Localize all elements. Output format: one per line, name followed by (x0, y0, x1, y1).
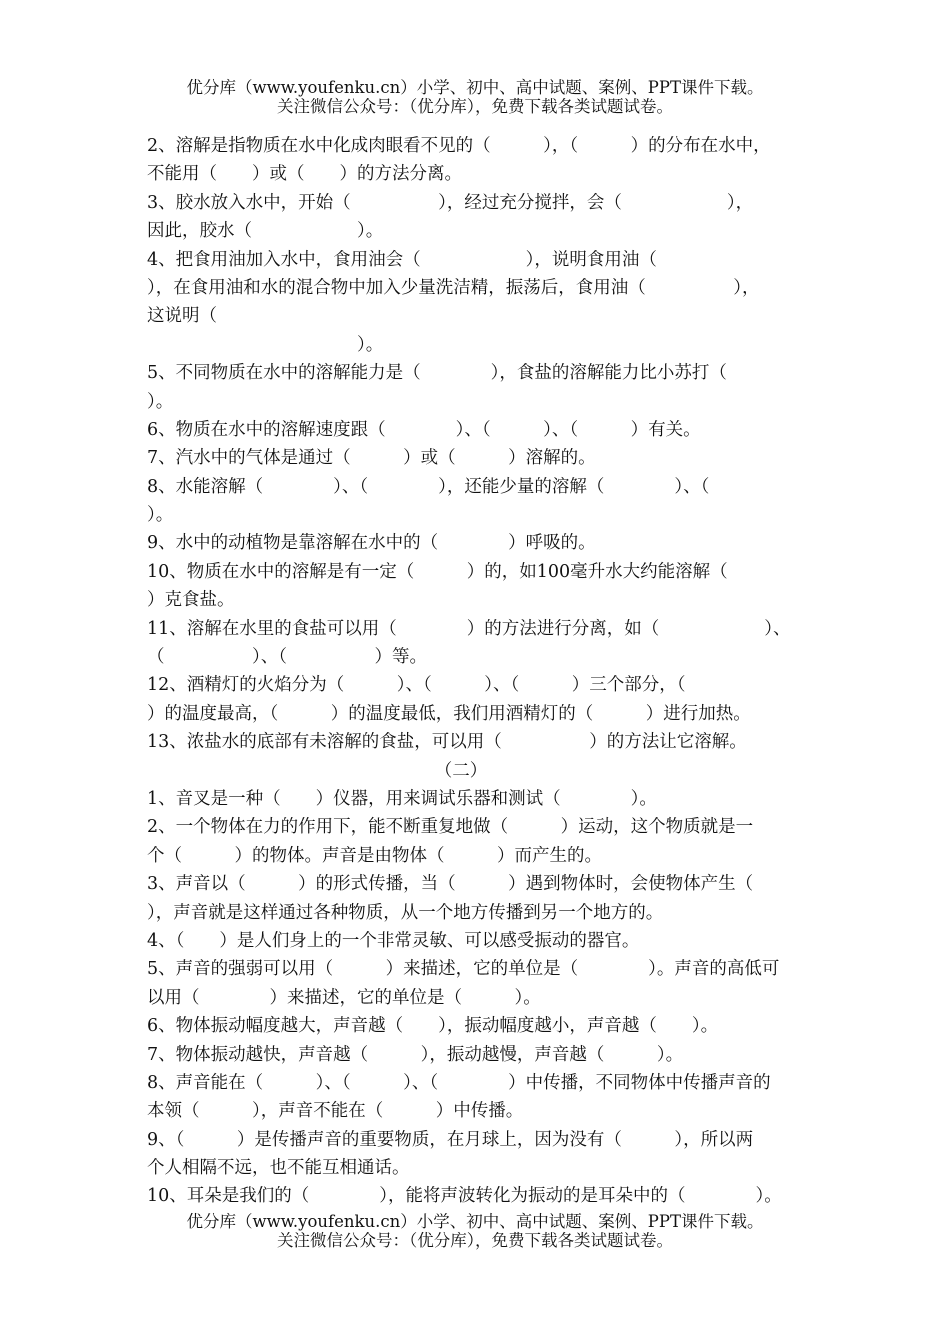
text-line: 7、物体振动越快，声音越（ ），振动越慢，声音越（ ）。 (147, 1044, 684, 1065)
text-line: 5、声音的强弱可以用（ ）来描述，它的单位是（ ）。声音的高低可 (147, 959, 780, 980)
text-line: 2、一个物体在力的作用下，能不断重复地做（ ）运动，这个物质就是一 (147, 817, 754, 838)
text-line: ），声音就是这样通过各种物质，从一个地方传播到另一个地方的。 (147, 902, 664, 923)
text-line: ）。 (147, 391, 174, 412)
header-line-2: 关注微信公众号：（优分库），免费下载各类试题试卷。 (277, 97, 673, 116)
text-line: 2、溶解是指物质在水中化成肉眼看不见的（ ），（ ）的分布在水中， (147, 136, 771, 156)
text-line: 以用（ ）来描述，它的单位是（ ）。 (147, 987, 541, 1008)
text-line: ）的温度最高，（ ）的温度最低，我们用酒精灯的（ ）进行加热。 (147, 703, 751, 724)
text-line: 个人相隔不远，也不能互相通话。 (147, 1158, 410, 1179)
footer-line-2: 关注微信公众号：（优分库），免费下载各类试题试卷。 (277, 1231, 673, 1250)
footer-line-1: 优分库（www.youfenku.cn）小学、初中、高中试题、案例、PPT课件下载。 (186, 1212, 764, 1231)
text-line: 10、耳朵是我们的（ ），能将声波转化为振动的是耳朵中的（ ）。 (147, 1186, 782, 1207)
worksheet-body (147, 132, 815, 1211)
section-heading: （二） (434, 760, 488, 781)
text-line: （ ）、（ ）等。 (147, 647, 427, 668)
text-line: ）。 (147, 334, 384, 355)
text-line: 因此，胶水（ ）。 (147, 221, 384, 242)
text-line: 8、声音能在（ ）、（ ）、（ ）中传播，不同物体中传播声音的 (147, 1072, 771, 1093)
text-line: 个（ ）的物体。声音是由物体（ ）而产生的。 (147, 845, 602, 866)
text-line: ），在食用油和水的混合物中加入少量洗洁精，振荡后，食用油（ ）， (147, 277, 760, 298)
text-line: 12、酒精灯的火焰分为（ ）、（ ）、（ ）三个部分，（ (147, 675, 686, 696)
text-line: 5、不同物质在水中的溶解能力是（ ），食盐的溶解能力比小苏打（ (147, 363, 727, 384)
text-line: 9、水中的动植物是靠溶解在水中的（ ）呼吸的。 (147, 533, 596, 554)
text-line: 6、物体振动幅度越大，声音越（ ），振动幅度越小，声音越（ ）。 (147, 1016, 719, 1037)
page-footer (0, 1212, 950, 1250)
text-line: ）。 (147, 505, 174, 526)
text-line: 3、胶水放入水中，开始（ ），经过充分搅拌，会（ ）， (147, 192, 754, 213)
text-line: 本领（ ），声音不能在（ ）中传播。 (147, 1101, 524, 1122)
text-line: 4、把食用油加入水中，食用油会（ ），说明食用油（ (147, 249, 657, 270)
text-line: 10、物质在水中的溶解是有一定（ ）的，如100毫升水大约能溶解（ (147, 561, 728, 582)
header-line-1: 优分库（www.youfenku.cn）小学、初中、高中试题、案例、PPT课件下载。 (186, 78, 764, 97)
text-line: 4、（ ）是人们身上的一个非常灵敏、可以感受振动的器官。 (147, 930, 640, 951)
text-line: 13、浓盐水的底部有未溶解的食盐，可以用（ ）的方法让它溶解。 (147, 732, 747, 753)
page-header (0, 78, 950, 116)
text-line: ）克食盐。 (147, 590, 235, 611)
text-line: 不能用（ ）或（ ）的方法分离。 (147, 164, 462, 185)
text-line: 11、溶解在水里的食盐可以用（ ）的方法进行分离，如（ ）、 (147, 618, 791, 639)
text-line: 3、声音以（ ）的形式传播，当（ ）遇到物体时，会使物体产生（ (147, 874, 754, 895)
text-line: 7、汽水中的气体是通过（ ）或（ ）溶解的。 (147, 448, 596, 469)
text-line: 8、水能溶解（ ）、（ ），还能少量的溶解（ ）、（ (147, 476, 710, 497)
text-line: 6、物质在水中的溶解速度跟（ ）、（ ）、（ ）有关。 (147, 419, 701, 440)
text-line: 9、（ ）是传播声音的重要物质，在月球上，因为没有（ ），所以两 (147, 1129, 754, 1150)
text-line: 这说明（ (147, 306, 217, 327)
text-line: 1、音叉是一种（ ）仪器，用来调试乐器和测试（ ）。 (147, 788, 657, 809)
